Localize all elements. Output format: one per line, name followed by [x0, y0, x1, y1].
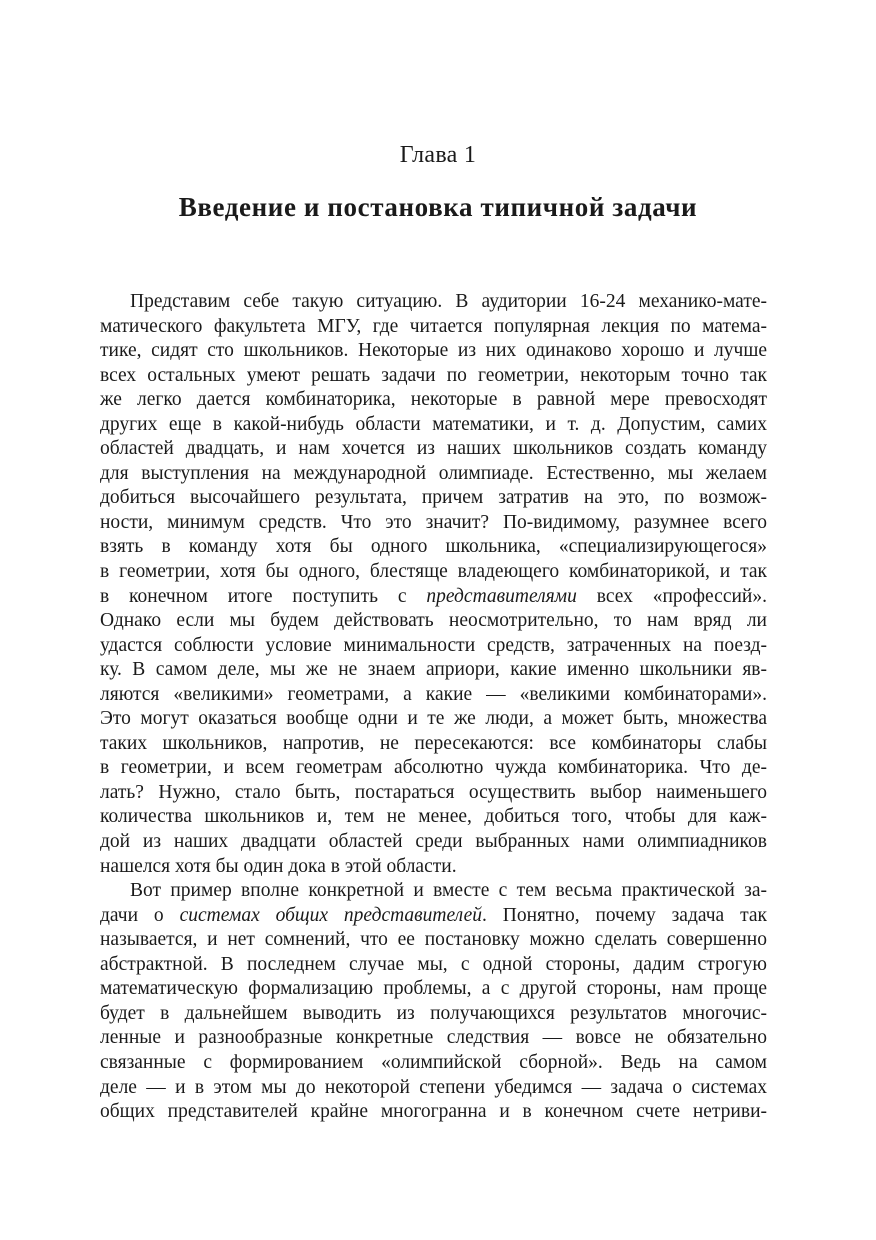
- text-line: [100, 1076, 767, 1101]
- text-line: [100, 953, 767, 978]
- text-line: [100, 462, 767, 487]
- text-segment: ляются «великими» геометрами, а какие — «великими комбинаторами».: [100, 683, 767, 705]
- text-segment: областей двадцать, и нам хочется из наших школьников создать команду: [100, 438, 767, 460]
- text-segment: взять в команду хотя бы одного школьника, «специализирующегося»: [100, 536, 767, 558]
- italic-term: системах общих представителей: [179, 904, 483, 926]
- text-line: [100, 388, 767, 413]
- text-line: [100, 732, 767, 757]
- text-line: [100, 609, 767, 634]
- text-segment: тике, сидят сто школьников. Некоторые из них одинаково хорошо и лучше: [100, 340, 767, 362]
- text-segment: Однако если мы будем действовать неосмотрительно, то нам вряд ли: [100, 610, 767, 632]
- text-line: [100, 413, 767, 438]
- text-line: [100, 756, 767, 781]
- paragraph: [100, 879, 767, 1124]
- text-segment: дачи о: [100, 904, 180, 926]
- text-segment: нашелся хотя бы один дока в этой области.: [100, 855, 457, 877]
- italic-term: представителями: [426, 585, 577, 607]
- text-segment: Это могут оказаться вообще одни и те же люди, а может быть, множества: [100, 708, 767, 730]
- text-line: [100, 290, 767, 315]
- text-segment: же легко дается комбинаторика, некоторые в равной мере превосходят: [100, 389, 767, 411]
- text-line: [100, 560, 767, 585]
- text-line: [100, 977, 767, 1002]
- text-line: [100, 658, 767, 683]
- text-segment: дой из наших двадцати областей среди выбранных нами олимпиадников: [100, 831, 767, 853]
- text-segment: в геометрии, и всем геометрам абсолютно чужда комбинаторика. Что де-: [100, 757, 767, 779]
- text-segment: удастся соблюсти условие минимальности средств, затраченных на поезд-: [100, 634, 767, 656]
- text-line: [100, 339, 767, 364]
- text-segment: для выступления на международной олимпиаде. Естественно, мы желаем: [100, 462, 767, 484]
- text-line: [100, 830, 767, 855]
- text-segment: связанные с формированием «олимпийской сборной». Ведь на самом: [100, 1051, 767, 1073]
- text-line: [100, 855, 767, 880]
- text-line: [100, 511, 767, 536]
- text-segment: деле — и в этом мы до некоторой степени убедимся — задача о системах: [100, 1076, 767, 1098]
- text-segment: других еще в какой-нибудь области математики, и т. д. Допустим, самих: [100, 413, 767, 435]
- text-segment: абстрактной. В последнем случае мы, с одной стороны, дадим строгую: [100, 953, 767, 975]
- text-segment: количества школьников и, тем не менее, добиться того, чтобы для каж-: [100, 806, 767, 828]
- text-line: [100, 364, 767, 389]
- text-segment: Представим себе такую ситуацию. В аудитории 16-24 механико-мате-: [130, 291, 767, 312]
- text-line: [100, 904, 767, 929]
- text-segment: Вот пример вполне конкретной и вместе с тем весьма практической за-: [130, 880, 767, 902]
- text-segment: лать? Нужно, стало быть, постараться осуществить выбор наименьшего: [100, 781, 767, 803]
- text-line: [100, 437, 767, 462]
- text-segment: общих представителей крайне многогранна и в конечном счете нетриви-: [100, 1101, 767, 1123]
- text-line: [100, 535, 767, 560]
- chapter-title: Введение и постановка типичной задачи: [178, 192, 698, 222]
- text-line: [100, 1051, 767, 1076]
- text-line: [100, 1002, 767, 1027]
- text-segment: матического факультета МГУ, где читается популярная лекция по матема-: [100, 315, 767, 337]
- text-segment: таких школьников, напротив, не пересекаются: все комбинаторы слабы: [100, 732, 767, 754]
- text-segment: всех остальных умеют решать задачи по геометрии, некоторым точно так: [100, 364, 767, 386]
- text-line: [100, 315, 767, 340]
- text-line: [100, 1100, 767, 1125]
- text-line: [100, 634, 767, 659]
- text-segment: в геометрии, хотя бы одного, блестяще владеющего комбинаторикой, и так: [100, 561, 767, 583]
- text-segment: . Понятно, почему задача так: [482, 904, 767, 926]
- text-line: [100, 805, 767, 830]
- text-segment: всех «профессий».: [576, 585, 767, 607]
- text-line: [100, 707, 767, 732]
- text-line: [100, 781, 767, 806]
- chapter-body: [100, 290, 767, 1125]
- text-segment: ку. В самом деле, мы же не знаем априори, какие именно школьники яв-: [100, 659, 767, 681]
- text-segment: ности, минимум средств. Что это значит? По-видимому, разумнее всего: [100, 511, 767, 533]
- text-line: [100, 585, 767, 610]
- text-segment: в конечном итоге поступить с: [100, 585, 427, 607]
- text-line: [100, 486, 767, 511]
- text-line: [100, 1026, 767, 1051]
- paragraph: [100, 290, 767, 879]
- text-line: [100, 928, 767, 953]
- text-segment: будет в дальнейшем выводить из получающихся результатов многочис-: [100, 1002, 767, 1024]
- text-segment: ленные и разнообразные конкретные следствия — вовсе не обязательно: [100, 1027, 767, 1049]
- text-line: [100, 683, 767, 708]
- text-line: [100, 879, 767, 904]
- chapter-number: Глава 1: [399, 142, 477, 168]
- text-segment: называется, и нет сомнений, что ее постановку можно сделать совершенно: [100, 929, 767, 951]
- text-segment: добиться высочайшего результата, причем затратив на это, по возмож-: [100, 487, 767, 509]
- text-segment: математическую формализацию проблемы, а с другой стороны, нам проще: [100, 978, 767, 1000]
